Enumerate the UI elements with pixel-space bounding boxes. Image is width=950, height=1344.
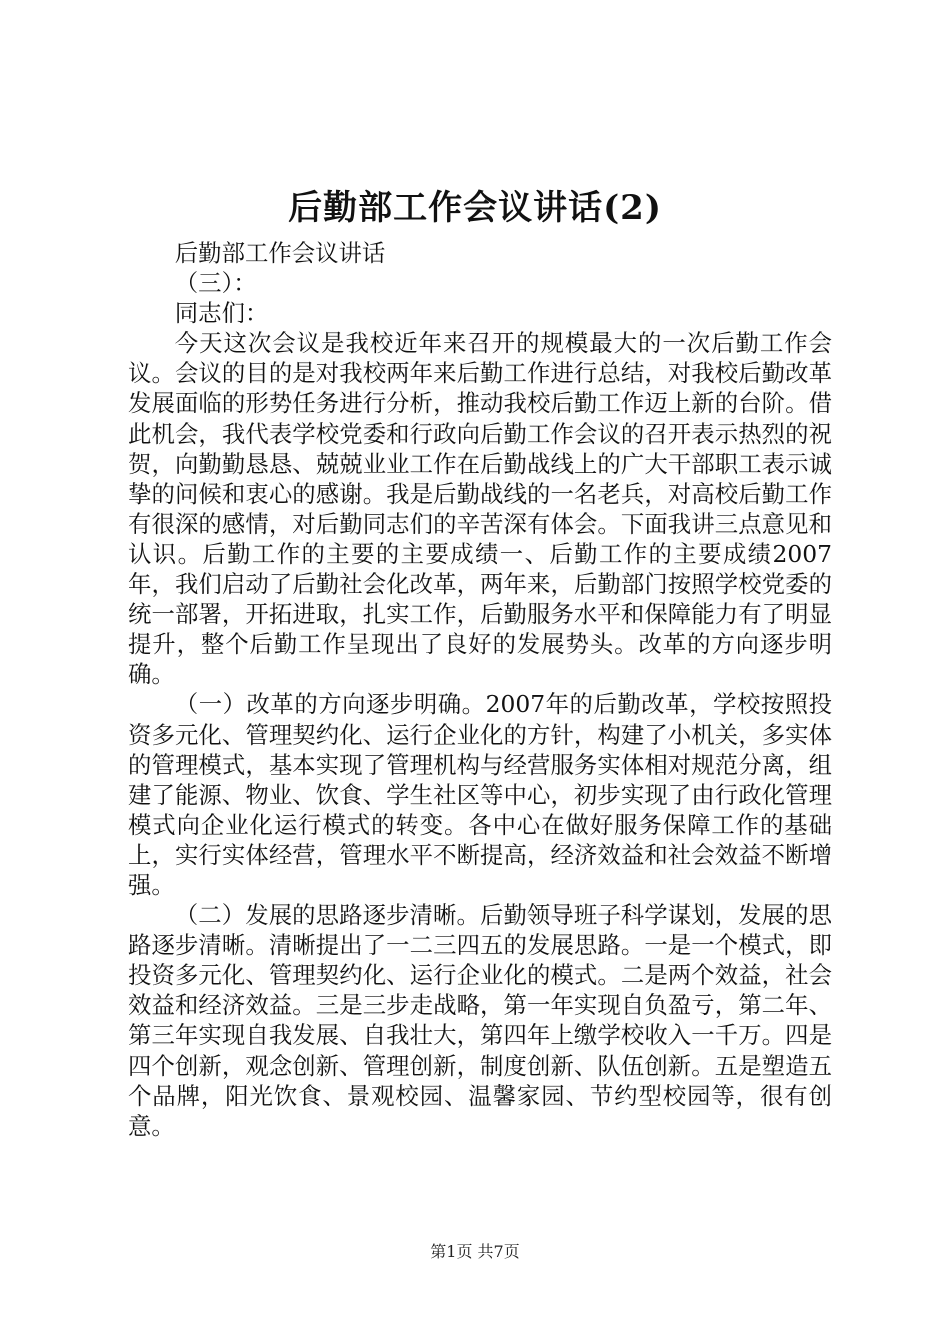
paragraph-salutation: 同志们： [174,299,269,328]
paragraph-section-marker: （三）： [174,269,257,298]
paragraph-development-ideas: （二）发展的思路逐步清晰。后勤领导班子科学谋划，发展的思路逐步清晰。清晰提出了一二三四五的发展思路。一是一个模式，即投资多元化、管理契约化、运行企业化的模式。二是两个效益，社会效益和经济效益。三是三步走战略，第一年实现自负盈亏，第二年、第三年实现自我发展、自我壮大，第四年上缴学校收入一千万。四是四个创新，观念创新、管理创新，制度创新、队伍创新。五是塑造五个品牌，阳光饮食、景观校园、温馨家园、节约型校园等，很有创意。 [128,901,832,1140]
page-footer: 第1页 共7页 [430,1242,520,1261]
paragraph-subtitle: 后勤部工作会议讲话 [174,239,386,267]
document-title: 后勤部工作会议讲话(2) [288,188,662,228]
paragraph-intro: 今天这次会议是我校近年来召开的规模最大的一次后勤工作会议。会议的目的是对我校两年来后勤工作进行总结，对我校后勤改革发展面临的形势任务进行分析，推动我校后勤工作迈上新的台阶。借此机会，我代表学校党委和行政向后勤工作会议的召开表示热烈的祝贺，向勤勤恳恳、兢兢业业工作在后勤战线上的广大干部职工表示诚挚的问候和衷心的感谢。我是后勤战线的一名老兵，对高校后勤工作有很深的感情，对后勤同志们的辛苦深有体会。下面我讲三点意见和认识。后勤工作的主要的主要成绩一、后勤工作的主要成绩2007年，我们启动了后勤社会化改革，两年来，后勤部门按照学校党委的统一部署，开拓进取，扎实工作，后勤服务水平和保障能力有了明显提升，整个后勤工作呈现出了良好的发展势头。改革的方向逐步明确。 [128,329,832,689]
document-body [128,238,832,1141]
paragraph-reform-direction: （一）改革的方向逐步明确。2007年的后勤改革，学校按照投资多元化、管理契约化、运行企业化的方针，构建了小机关，多实体的管理模式，基本实现了管理机构与经营服务实体相对规范分离，组建了能源、物业、饮食、学生社区等中心，初步实现了由行政化管理模式向企业化运行模式的转变。各中心在做好服务保障工作的基础上，实行实体经营，管理水平不断提高，经济效益和社会效益不断增强。 [128,690,832,899]
